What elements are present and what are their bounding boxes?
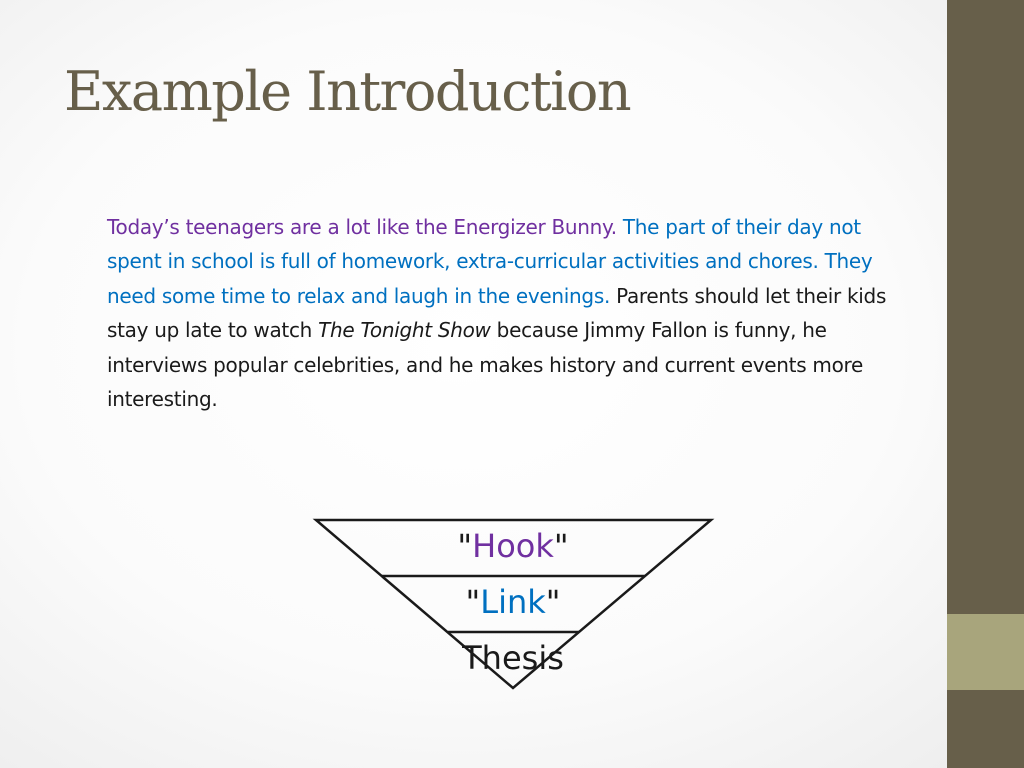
link-sentences: The part of their day not spent in school is full of homework, extra-curricular activities and chores. They need some time to relax and laugh in the evenings. xyxy=(107,215,873,308)
hook-sentence: Today’s teenagers are a lot like the Energizer Bunny. xyxy=(107,215,617,239)
funnel-thesis-label: Thesis xyxy=(462,639,564,677)
thesis-sentence-end: because Jimmy Fallon is funny, he interviews popular celebrities, and he makes history and current events more interesting. xyxy=(107,318,863,412)
show-title: The Tonight Show xyxy=(318,318,491,343)
funnel-link-label xyxy=(313,583,713,621)
thesis-sentence-start: Parents should let their kids stay up late to watch xyxy=(107,283,887,343)
slide-title: Example Introduction xyxy=(64,60,631,123)
open-quote: " xyxy=(457,527,473,565)
close-quote: " xyxy=(545,583,561,621)
hook-word: Hook xyxy=(472,527,554,565)
open-quote: " xyxy=(465,583,481,621)
close-quote: " xyxy=(553,527,569,565)
link-word: Link xyxy=(480,583,546,621)
funnel-hook-label xyxy=(313,527,713,565)
